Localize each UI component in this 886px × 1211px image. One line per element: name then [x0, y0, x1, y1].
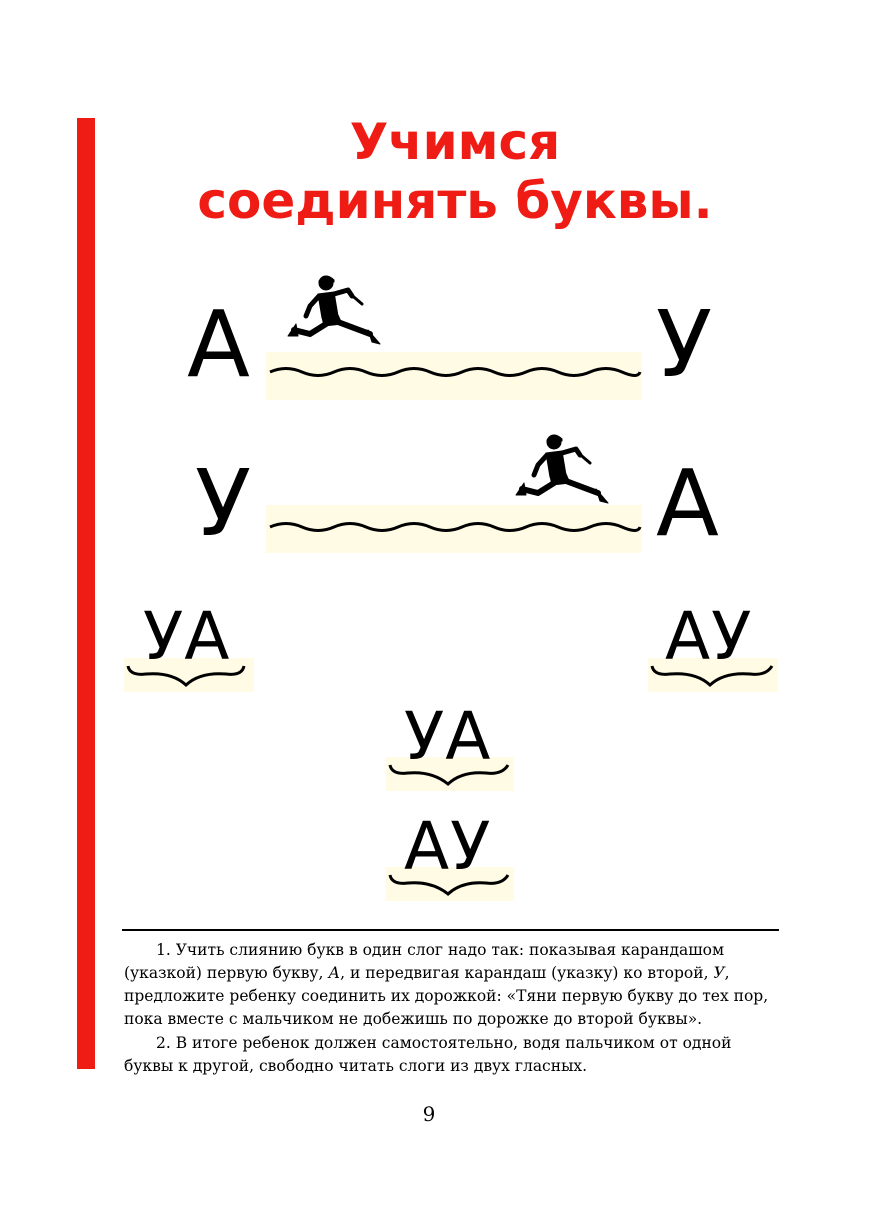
note-1-part-1: 1. Учить слиянию букв в один слог надо так: показывая карандашом (указкой) первую букву,	[124, 941, 725, 982]
notes-divider	[122, 929, 779, 931]
margin-red-bar	[77, 118, 95, 1069]
row2-left-letter: У	[195, 450, 252, 557]
syllable-center-1: УА	[404, 698, 492, 775]
page-title-line-1: Учимся	[349, 113, 561, 171]
note-1-letter-u: У	[713, 964, 725, 982]
row1-left-letter: А	[187, 291, 250, 398]
running-boy-icon	[288, 272, 388, 350]
note-1-part-2: , и передвигая карандаш (указку) ко второй,	[340, 964, 714, 982]
note-2-text: 2. В итоге ребенок должен самостоятельно, водя пальчиком от одной буквы к другой, свободно читать слоги из двух гласных.	[124, 1034, 732, 1075]
running-boy-icon	[516, 431, 616, 509]
syllable-center-2: АУ	[404, 808, 492, 885]
note-paragraph-2	[124, 1032, 784, 1078]
row1-right-letter: У	[656, 291, 713, 398]
row2-right-letter: А	[656, 450, 719, 557]
row1-track	[266, 352, 642, 400]
note-1-letter-a: А	[328, 964, 341, 982]
note-1-part-3: , предложите ребенку соединить их дорожкой: «Тяни первую букву до тех пор, пока вместе с мальчиком не добежишь по дорожке до второй буквы».	[124, 964, 769, 1028]
syllable-left: УА	[143, 598, 231, 675]
page-number: 9	[422, 1102, 436, 1126]
row2-track	[266, 505, 642, 553]
syllable-right: АУ	[665, 598, 753, 675]
note-paragraph-1	[124, 939, 784, 1031]
page-title-line-2: соединять буквы.	[197, 172, 713, 230]
